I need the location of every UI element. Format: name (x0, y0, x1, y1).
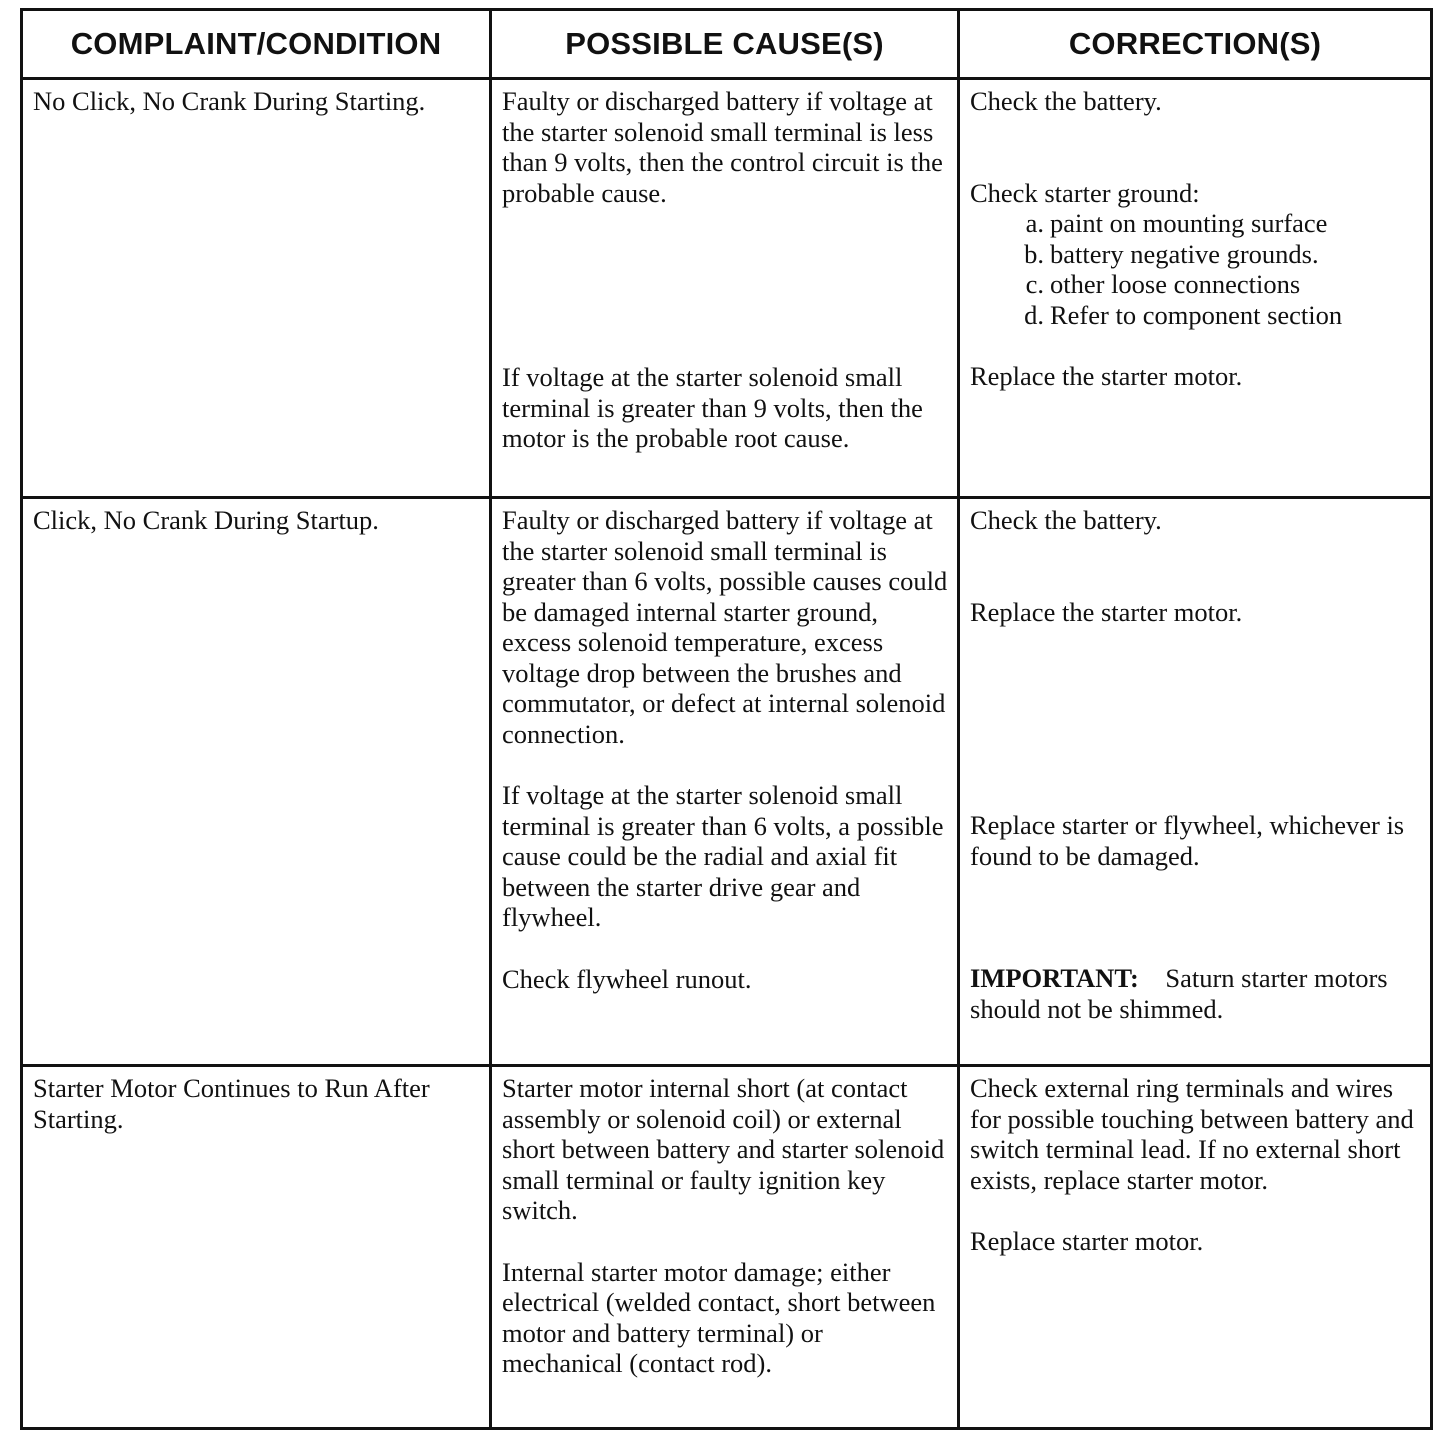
list-item: c. other loose connections (1025, 269, 1301, 299)
condition-cell (22, 1066, 491, 1429)
causes-cell (491, 1066, 959, 1429)
corrections-cell (959, 498, 1432, 1066)
condition-text: Click, No Crank During Startup. (33, 505, 379, 535)
important-label: IMPORTANT: (970, 963, 1139, 993)
table-row (22, 1066, 1432, 1429)
condition-cell (22, 498, 491, 1066)
condition-cell (22, 79, 491, 498)
correction-text: Check the battery. (970, 505, 1162, 535)
list-item: a. paint on mounting surface (1025, 208, 1328, 238)
correction-text: Replace the starter motor. (970, 596, 1243, 627)
list-item: b. battery negative grounds. (1024, 238, 1319, 269)
important-text: Saturn starter motors should not be shimmed. (970, 963, 1388, 1024)
ground-check-list (970, 208, 1422, 330)
cause-text: Starter motor internal short (at contact assembly or solenoid coil) or external short between battery and starter solenoid small terminal or faulty ignition key switch. (502, 1073, 945, 1225)
header-corrections: CORRECTION(S) (959, 10, 1432, 79)
correction-text: Replace the starter motor. (970, 361, 1243, 391)
cause-text: Check flywheel runout. (502, 963, 752, 994)
cause-text: Faulty or discharged battery if voltage at the starter solenoid small terminal is greater than 6 volts, possible causes could be damaged internal starter ground, excess solenoid temperature, excess voltage drop between the brushes and commutator, or defect at internal solenoid connection. (502, 505, 948, 749)
cause-text: If voltage at the starter solenoid small terminal is greater than 6 volts, a possible cause could be the radial and axial fit between the starter drive gear and flywheel. (502, 780, 944, 932)
list-item: d. Refer to component section (1024, 299, 1343, 330)
header-causes: POSSIBLE CAUSE(S) (491, 10, 959, 79)
table-row (22, 79, 1432, 498)
important-note (970, 963, 1422, 1024)
header-complaint: COMPLAINT/CONDITION (22, 10, 491, 79)
condition-text: No Click, No Crank During Starting. (33, 86, 426, 116)
causes-cell (491, 79, 959, 498)
correction-text: Replace starter motor. (970, 1226, 1204, 1256)
correction-text: Check the battery. (970, 86, 1162, 116)
table-row (22, 498, 1432, 1066)
header-row (22, 10, 1432, 79)
cause-text: If voltage at the starter solenoid small terminal is greater than 9 volts, then the motor is the probable root cause. (502, 362, 923, 453)
correction-text: Replace starter or flywheel, whichever is found to be damaged. (970, 810, 1405, 871)
corrections-cell (959, 79, 1432, 498)
corrections-cell (959, 1066, 1432, 1429)
correction-text: Check starter ground: (970, 177, 1200, 208)
correction-text: Check external ring terminals and wires for possible touching between battery and switch terminal lead. If no external short exists, replace starter motor. (970, 1073, 1414, 1195)
cause-text: Faulty or discharged battery if voltage at the starter solenoid small terminal is less than 9 volts, then the control circuit is the probable cause. (502, 86, 943, 208)
cause-text: Internal starter motor damage; either electrical (welded contact, short between motor and battery terminal) or mechanical (contact rod). (502, 1256, 936, 1378)
troubleshooting-table (20, 8, 1433, 1430)
causes-cell (491, 498, 959, 1066)
condition-text: Starter Motor Continues to Run After Starting. (33, 1073, 430, 1134)
